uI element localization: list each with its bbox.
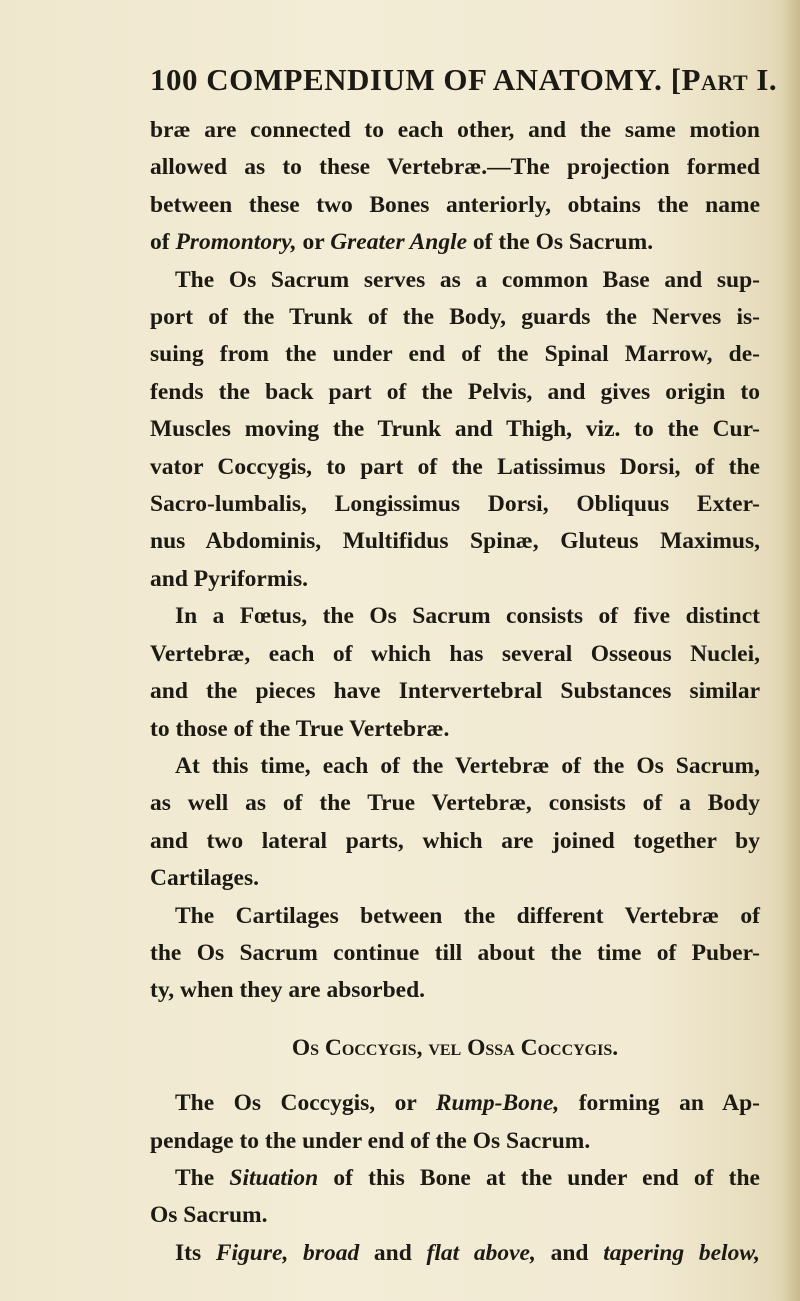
text-line: to those of the True Vertebræ. [150,715,450,742]
text-line: suing from the under end of the Spinal Marrow, de- [150,341,760,368]
italic-term: Rump-Bone, [435,1090,560,1117]
text-line: and two lateral parts, which are joined together by [150,827,760,854]
text-line: Sacro-lumbalis, Longissimus Dorsi, Obliquus Exter- [150,491,760,518]
text-line: Muscles moving the Trunk and Thigh, viz. to the Cur- [150,416,760,443]
text-line: At this time, each of the Vertebræ of the Os Sacrum, [175,752,760,779]
text-line [150,224,760,261]
text-run: The Os Coccygis, or [175,1090,436,1117]
text-run: and [359,1239,427,1266]
italic-term: Greater Angle [330,229,468,256]
text-line: between these two Bones anteriorly, obtains the name [150,191,760,218]
italic-term: Figure, [215,1239,289,1266]
text-line: Vertebræ, each of which has several Osseous Nuclei, [150,640,760,667]
section-heading: Os Coccygis, vel Ossa Coccygis. [291,1034,619,1061]
text-line: and the pieces have Intervertebral Substances similar [150,678,760,705]
text-line: vator Coccygis, to part of the Latissimus Dorsi, of the [150,453,760,480]
italic-term: Promontory, [175,229,297,256]
text-run: Its [175,1239,216,1266]
text-run: of this Bone at the under end of the [318,1164,760,1191]
text-line [150,1160,760,1197]
text-line: and Pyriformis. [150,565,308,592]
text-line: In a Fœtus, the Os Sacrum consists of five distinct [175,603,760,630]
italic-term: Situation [229,1164,319,1191]
text-run [288,1240,303,1266]
text-line: bræ are connected to each other, and the same motion [150,117,760,143]
page-number: 100 [150,62,198,97]
text-line: port of the Trunk of the Body, guards the Nerves is- [150,304,760,331]
text-run: forming an Ap- [559,1090,760,1117]
italic-term: broad [303,1239,360,1266]
text-run: and [535,1239,604,1266]
text-line: pendage to the under end of the Os Sacrum. [150,1127,591,1154]
text-line: The Cartilages between the different Vertebræ of [175,902,760,929]
page-edge-shadow [782,0,800,1301]
text-line: allowed as to these Vertebræ.—The projection formed [150,154,760,181]
part-label: [Part I. [670,62,778,97]
text-line: ty, when they are absorbed. [150,977,426,1004]
text-line: Cartilages. [150,865,259,892]
text-line: nus Abdominis, Multifidus Spinæ, Gluteus Maximus, [150,528,760,555]
italic-term: tapering below, [603,1239,761,1266]
text-line: as well as of the True Vertebræ, consists of a Body [150,790,760,817]
text-run: or [296,229,331,256]
text-line [150,1085,760,1122]
italic-term: flat above, [426,1239,536,1266]
page-body [150,112,760,1272]
running-title: COMPENDIUM OF ANATOMY. [206,62,663,97]
text-line: the Os Sacrum continue till about the time of Puber- [150,939,760,966]
text-line: The Os Sacrum serves as a common Base and sup- [175,266,760,293]
running-header [150,62,778,98]
text-run: of the Os Sacrum. [467,229,654,256]
text-line: fends the back part of the Pelvis, and gives origin to [150,378,760,405]
text-run: of [150,229,176,256]
text-line [150,1235,760,1272]
text-run: The [175,1164,230,1191]
text-line: Os Sacrum. [150,1202,268,1229]
